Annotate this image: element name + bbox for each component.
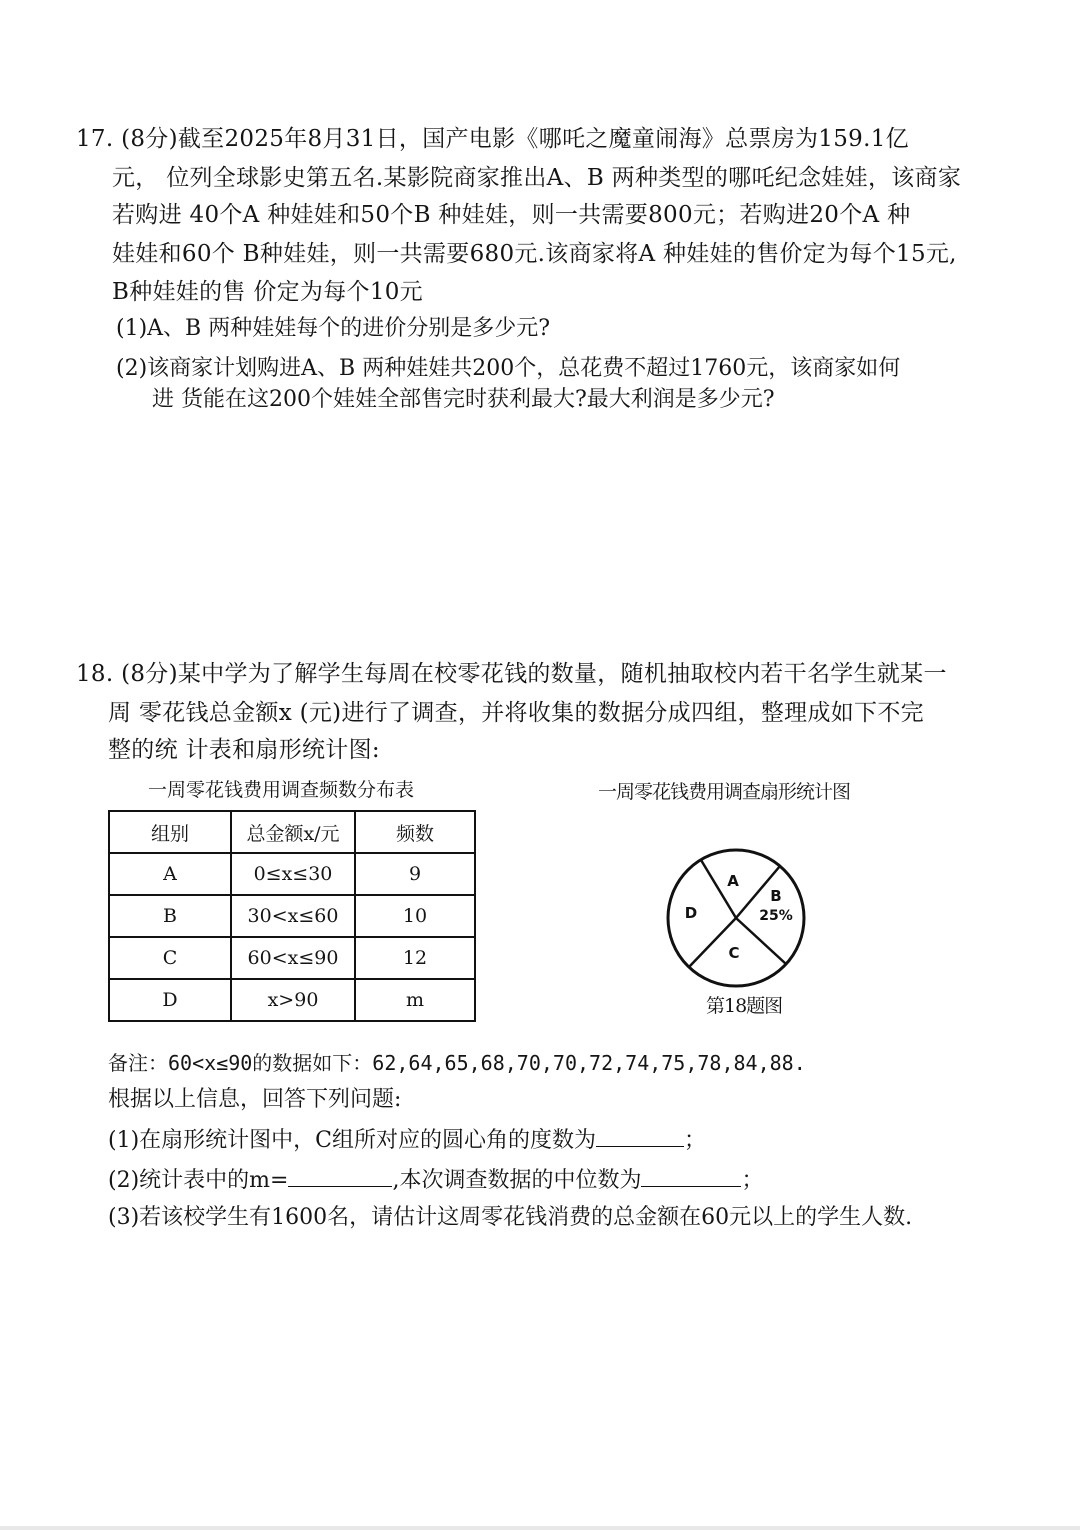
answer-blank-median[interactable] [641,1164,741,1187]
table-cell-group: C [109,937,231,979]
q18-intro: 根据以上信息，回答下列问题: [108,1087,402,1112]
pie-label-d: D [684,904,698,922]
q17-line-3: 若购进 40个A 种娃娃和50个B 种娃娃，则一共需要800元；若购进20个A 种 [112,202,911,228]
q18-part-3: (3)若该校学生有1600名，请估计这周零花钱消费的总金额在60元以上的学生人数. [108,1205,913,1230]
table-header-frequency: 频数 [355,811,475,853]
q17-line-4: 娃娃和60个 B种娃娃，则一共需要680元.该商家将A 种娃娃的售价定为每个15元, [112,241,957,267]
table-header-amount: 总金额x/元 [231,811,355,853]
q18-part-2-text-a: (2)统计表中的m= [108,1168,289,1193]
q18-line-2: 周 零花钱总金额x (元)进行了调查，并将收集的数据分成四组，整理成如下不完 [108,700,924,726]
pie-chart [660,846,812,992]
answer-blank-angle[interactable] [596,1124,684,1147]
data-note: 备注：60<x≤90的数据如下：62,64,65,68,70,70,72,74,75,78,84,88. [108,1051,806,1075]
table-cell-range: 0≤x≤30 [231,853,355,895]
pie-label-a: A [727,872,739,890]
table-cell-group: B [109,895,231,937]
q17-line-5: B种娃娃的售 价定为每个10元 [112,279,423,305]
table-cell-group: A [109,853,231,895]
table-cell-count: 10 [355,895,475,937]
table-header-group: 组别 [109,811,231,853]
table-cell-count: m [355,979,475,1021]
q18-part-1-end: ； [684,1128,707,1153]
q17-part-2-line-1: (2)该商家计划购进A、B 两种娃娃共200个，总花费不超过1760元，该商家如何 [116,356,901,381]
table-row [109,937,475,979]
pie-title: 一周零花钱费用调查扇形统计图 [598,781,851,803]
q17-part-1: (1)A、B 两种娃娃每个的进价分别是多少元? [116,316,551,341]
table-cell-count: 9 [355,853,475,895]
q18-part-1-text: (1)在扇形统计图中，C组所对应的圆心角的度数为 [108,1128,596,1153]
frequency-table [108,810,476,1022]
pie-label-b: B [770,887,782,905]
pie-divider-bc [736,918,786,964]
table-cell-range: 60<x≤90 [231,937,355,979]
q18-part-2-end: ； [741,1168,764,1193]
table-row [109,895,475,937]
answer-blank-m[interactable] [288,1164,392,1187]
q17-part-2-line-2: 进 货能在这200个娃娃全部售完时获利最大?最大利润是多少元? [152,387,775,412]
pie-label-c: C [728,944,740,962]
page-bottom-edge [0,1526,1080,1530]
table-cell-count: 12 [355,937,475,979]
q18-line-3: 整的统 计表和扇形统计图: [108,737,380,763]
pie-caption: 第18题图 [706,995,783,1017]
q17-line-1: 17. (8分)截至2025年8月31日，国产电影《哪吒之魔童闹海》总票房为159.1亿 [76,126,909,152]
table-cell-range: x>90 [231,979,355,1021]
q18-line-1: 18. (8分)某中学为了解学生每周在校零花钱的数量，随机抽取校内若干名学生就某一 [76,661,947,687]
q18-part-2-text-b: ,本次调查数据的中位数为 [392,1168,642,1193]
q18-part-1 [108,1124,706,1156]
q17-line-2: 元， 位列全球影史第五名.某影院商家推出A、B 两种类型的哪吒纪念娃娃，该商家 [112,165,962,191]
table-row [109,979,475,1021]
q18-part-2 [108,1164,763,1196]
table-row [109,853,475,895]
table-cell-group: D [109,979,231,1021]
table-cell-range: 30<x≤60 [231,895,355,937]
table-title: 一周零花钱费用调查频数分布表 [148,779,415,801]
table-header-row [109,811,475,853]
pie-label-b-percent: 25% [759,908,793,924]
